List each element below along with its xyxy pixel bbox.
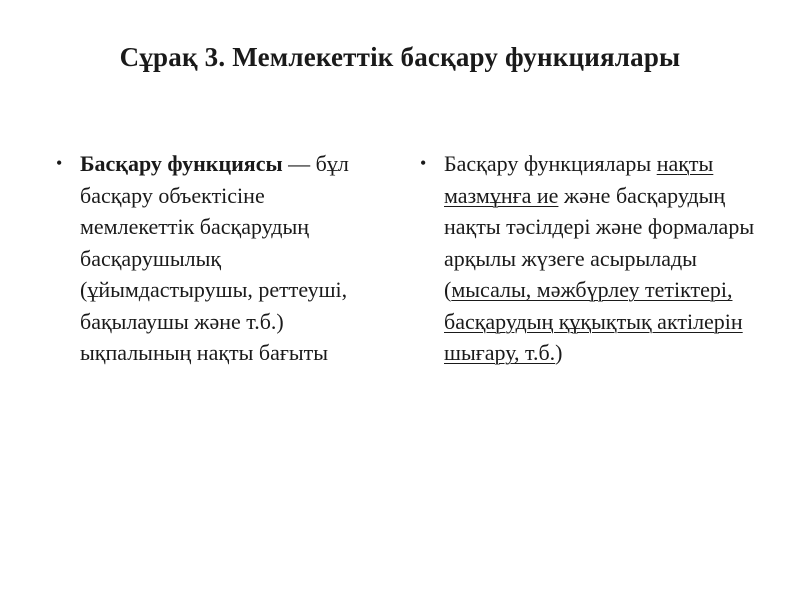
right-text-part-3: ) bbox=[555, 340, 563, 365]
underlined-link-content[interactable]: нақты мазмұнға ие bbox=[444, 151, 714, 208]
underlined-link-examples[interactable]: мысалы, мәжбүрлеу тетіктері, басқарудың құқықтық актілерін шығару, т.б. bbox=[444, 277, 743, 365]
right-text-part-1: Басқару функциялары bbox=[444, 151, 657, 176]
right-text-part-2: және басқарудың нақты тәсілдері және формалары арқылы жүзеге асырылады ( bbox=[444, 182, 755, 302]
right-bullet-item bbox=[420, 148, 760, 369]
bullet-icon: • bbox=[56, 153, 63, 173]
definition-text: — бұл басқару объектісіне мемлекеттік басқарудың басқарушылық (ұйымдастырушы, реттеуші, бақылаушы және т.б.) ықпалының нақты бағыты bbox=[80, 151, 349, 365]
right-column bbox=[420, 148, 760, 369]
slide-title: Сұрақ 3. Мемлекеттік басқару функциялары bbox=[119, 42, 681, 72]
left-bullet-text bbox=[80, 148, 376, 369]
left-bullet-item bbox=[56, 148, 376, 369]
right-bullet-text bbox=[444, 148, 760, 369]
bullet-icon: • bbox=[420, 153, 427, 173]
term-bold: Басқару функциясы bbox=[80, 151, 283, 176]
left-column bbox=[56, 148, 376, 369]
